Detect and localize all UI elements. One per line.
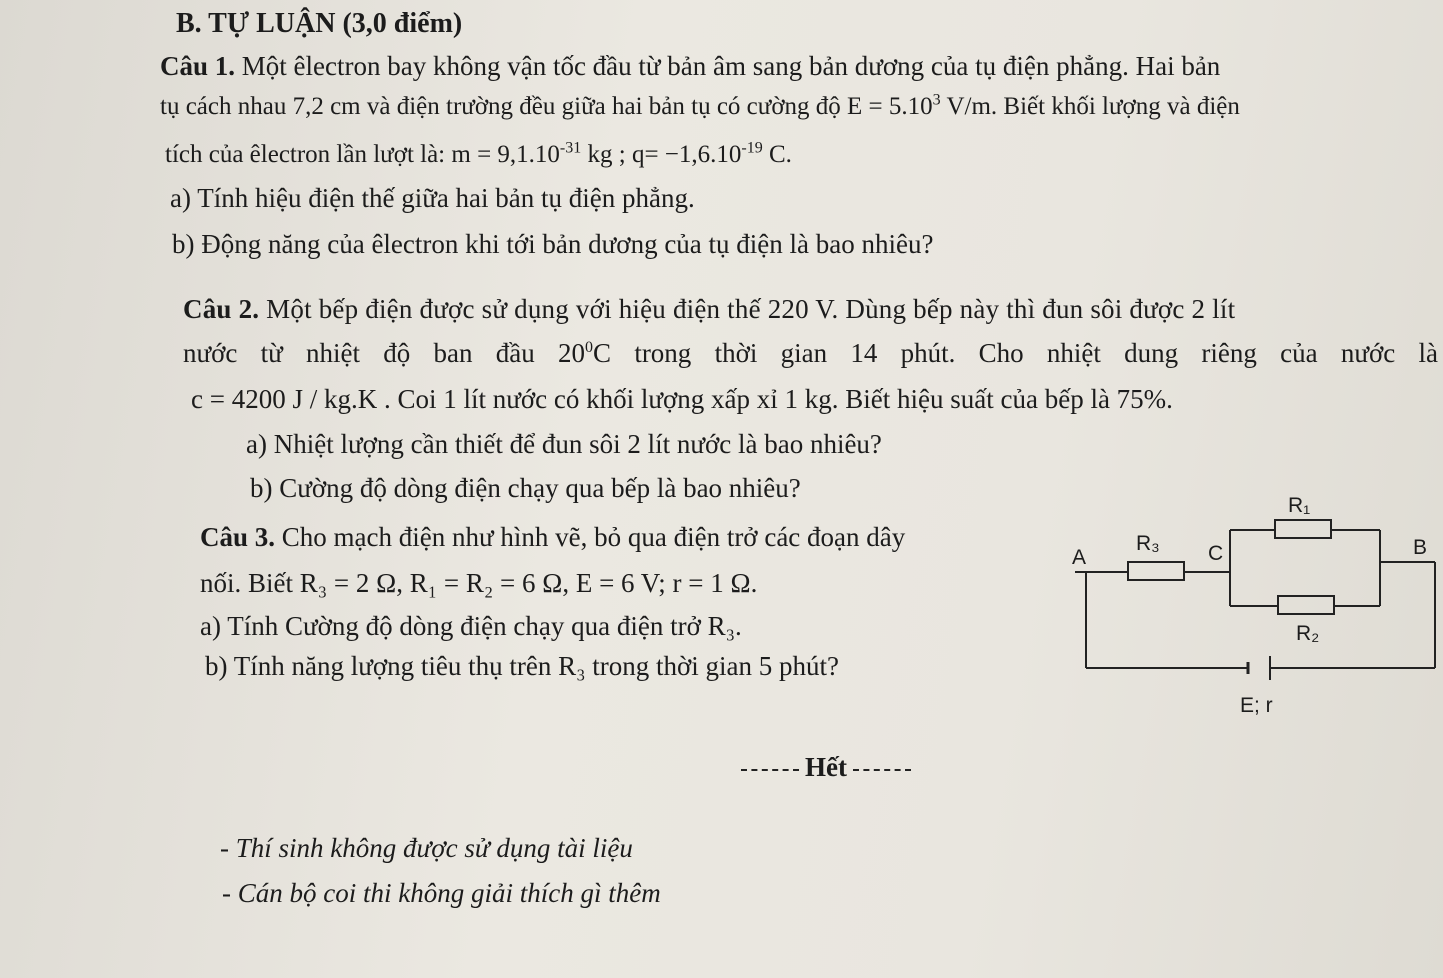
q1-line2 [160, 91, 1240, 123]
q2-label: Câu 2. [183, 294, 260, 324]
circuit-diagram [1050, 490, 1440, 730]
resistor-r2-shape [1278, 596, 1334, 614]
q1-part-a: a) Tính hiệu điện thế giữa hai bản tụ điện phẳng. [170, 183, 695, 213]
q3-text-line1: Cho mạch điện như hình vẽ, bỏ qua điện trở các đoạn dây [281, 522, 906, 552]
q1-text-line3c: C. [762, 141, 792, 168]
q2-part-a: a) Nhiệt lượng cần thiết để đun sôi 2 lít nước là bao nhiêu? [246, 429, 882, 459]
footer-note-2: - Cán bộ coi thi không giải thích gì thêm [222, 878, 661, 908]
section-title: B. TỰ LUẬN (3,0 điểm) [176, 8, 463, 39]
label-r2: R₂ [1296, 622, 1320, 645]
q1-exponent-charge: -19 [741, 139, 763, 157]
q2-line1 [183, 293, 1235, 325]
q1-text-line1: Một êlectron bay không vận tốc đầu từ bản âm sang bản dương của tụ điện phẳng. Hai bản [241, 51, 1221, 81]
q2-exponent-degree: 0 [585, 339, 594, 356]
q1-part-b: b) Động năng của êlectron khi tới bản dương của tụ điện là bao nhiêu? [172, 229, 934, 259]
q1-label: Câu 1. [160, 51, 236, 81]
q3-line2: nối. Biết R₃ = 2 Ω, R₁ = R₂ = 6 Ω, E = 6 V; r = 1 Ω. [200, 568, 758, 598]
q3-part-b: b) Tính năng lượng tiêu thụ trên R₃ trong thời gian 5 phút? [205, 651, 840, 681]
label-a: A [1072, 546, 1087, 569]
q2-line3: c = 4200 J / kg.K . Coi 1 lít nước có khối lượng xấp xỉ 1 kg. Biết hiệu suất của bếp là 75%. [191, 384, 1173, 414]
end-text: Hết [805, 752, 847, 782]
label-b: B [1413, 536, 1428, 559]
q1-line3 [165, 139, 792, 171]
q1-exponent-mass: -31 [559, 139, 582, 157]
q1-line1 [160, 50, 1220, 82]
label-r1: R₁ [1288, 494, 1311, 517]
footer-note-1: - Thí sinh không được sử dụng tài liệu [220, 833, 633, 863]
end-dash-left [741, 769, 799, 771]
end-marker [735, 752, 917, 783]
q1-text-line2b: V/m. Biết khối lượng và điện [940, 93, 1240, 120]
q1-text-line3a: tích của êlectron lần lượt là: m = 9,1.10 [165, 141, 560, 168]
q2-part-b: b) Cường độ dòng điện chạy qua bếp là bao nhiêu? [250, 473, 801, 503]
resistor-r1-shape [1275, 520, 1331, 538]
q1-text-line3b: kg ; q= −1,6.10 [581, 141, 742, 168]
label-r3: R₃ [1136, 532, 1160, 555]
q3-label: Câu 3. [200, 522, 276, 552]
q2-text-line2a: nước từ nhiệt độ ban đầu 20 [183, 338, 586, 368]
q3-line1 [200, 521, 905, 553]
end-dash-right [853, 769, 911, 771]
q2-text-line1: Một bếp điện được sử dụng với hiệu điện thế 220 V. Dùng bếp này thì đun sôi được 2 lít [266, 294, 1236, 324]
q3-part-a: a) Tính Cường độ dòng điện chạy qua điện trở R₃. [200, 611, 742, 641]
q2-text-line2b: C trong thời gian 14 phút. Cho nhiệt dung riêng của nước là [593, 338, 1438, 368]
q1-text-line2a: tụ cách nhau 7,2 cm và điện trường đều giữa hai bản tụ có cường độ E = 5.10 [160, 93, 933, 120]
label-c: C [1208, 542, 1224, 565]
resistor-r3-shape [1128, 562, 1184, 580]
q2-line2 [183, 337, 1438, 369]
q1-exponent-field: 3 [932, 91, 941, 109]
label-source: E; r [1240, 694, 1273, 717]
